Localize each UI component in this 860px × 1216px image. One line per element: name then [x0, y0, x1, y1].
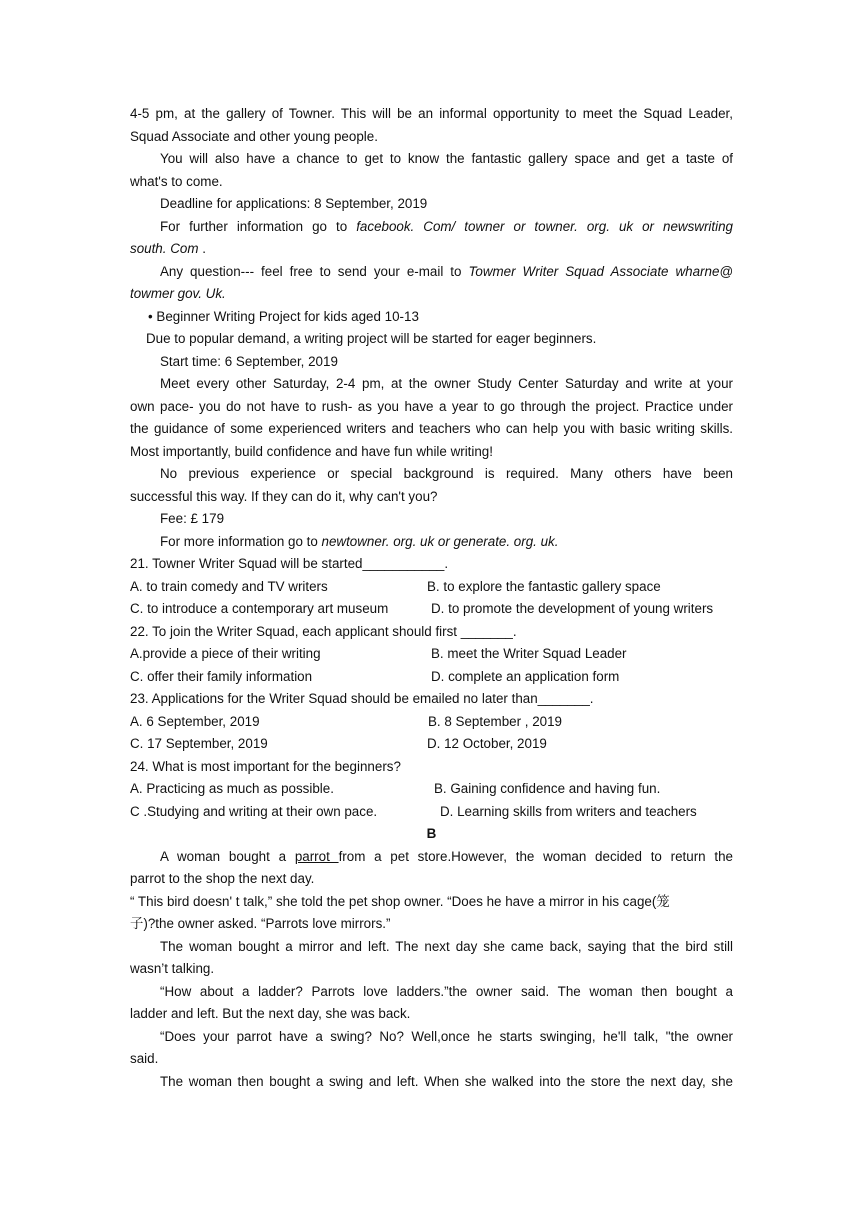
option-d: D. complete an application form [431, 668, 620, 684]
option-b: B. to explore the fantastic gallery space [427, 578, 661, 594]
bullet-heading: • Beginner Writing Project for kids aged 10-13 [148, 308, 419, 324]
option-a: A. Practicing as much as possible. [130, 781, 334, 796]
paragraph-line: 子)?the owner asked. “Parrots love mirrors.” [130, 916, 391, 931]
paragraph-line: The woman then bought a swing and left. When she walked into the store the next day, she [160, 1073, 733, 1089]
option-c: C. 17 September, 2019 [130, 736, 268, 751]
text-segment: from a pet store.However, the woman decided to return the [338, 848, 733, 864]
more-link: newtowner. org. uk or generate. org. uk. [321, 533, 559, 549]
deadline-text: Deadline for applications: 8 September, 2019 [160, 196, 428, 211]
option-a: A. 6 September, 2019 [130, 713, 260, 729]
option-c: C .Studying and writing at their own pace. [130, 803, 378, 819]
question-stem: 21. Towner Writer Squad will be started___________. [130, 556, 449, 571]
info-end: . [198, 241, 206, 256]
underlined-word: parrot [294, 848, 339, 864]
option-d: D. Learning skills from writers and teachers [440, 803, 697, 819]
option-a: A.provide a piece of their writing [130, 646, 321, 661]
paragraph-line: ladder and left. But the next day, she was back. [130, 1006, 411, 1021]
section-heading: B [426, 826, 437, 841]
option-row [130, 576, 733, 598]
paragraph-line: No previous experience or special background is required. Many others have been [160, 466, 733, 481]
option-row [130, 733, 733, 755]
text-segment: A woman bought a [160, 848, 287, 864]
info-line-2 [130, 238, 733, 260]
start-time: Start time: 6 September, 2019 [160, 353, 338, 369]
paragraph-line: successful this way. If they can do it, why can't you? [130, 488, 438, 504]
option-c: C. to introduce a contemporary art museum [130, 601, 389, 616]
option-row [130, 801, 733, 823]
email-address: towmer gov. Uk. [130, 286, 226, 301]
email-address: Towmer Writer Squad Associate wharne@ [468, 263, 733, 279]
paragraph-line: own pace- you do not have to rush- as you have a year to go through the project. Practice under [130, 398, 733, 414]
question-line [130, 261, 733, 283]
option-b: B. 8 September , 2019 [428, 713, 562, 729]
paragraph-line: The woman bought a mirror and left. The next day she came back, saying that the bird still [160, 938, 733, 954]
paragraph-line: the guidance of some experienced writers and teachers who can help you with basic writing skills. [130, 421, 733, 436]
paragraph-line: 4-5 pm, at the gallery of Towner. This will be an informal opportunity to meet the Squad Leader, [130, 106, 733, 121]
paragraph-line: “Does your parrot have a swing? No? Well,once he starts swinging, he'll talk, "the owner [160, 1028, 733, 1044]
option-d: D. 12 October, 2019 [427, 736, 547, 751]
question-stem: 22. To join the Writer Squad, each applicant should first _______. [130, 623, 517, 639]
info-link: facebook. Com/ towner or towner. org. uk or newswriting [356, 218, 733, 234]
more-prefix: For more information go to [160, 533, 318, 549]
fee-text: Fee: £ 179 [160, 511, 225, 526]
option-c: C. offer their family information [130, 668, 313, 684]
option-b: B. Gaining confidence and having fun. [434, 781, 661, 796]
more-info-line [130, 531, 733, 553]
paragraph-line: parrot to the shop the next day. [130, 871, 315, 886]
question-prefix: Any question--- feel free to send your e-mail to [160, 263, 462, 279]
option-row [130, 666, 733, 688]
option-a: A. to train comedy and TV writers [130, 578, 328, 594]
paragraph-line [130, 846, 733, 868]
option-b: B. meet the Writer Squad Leader [431, 646, 627, 661]
paragraph-line: “ This bird doesn' t talk,” she told the pet shop owner. “Does he have a mirror in his cage(笼 [130, 893, 670, 909]
option-d: D. to promote the development of young writers [431, 601, 714, 616]
paragraph-line: wasn’t talking. [130, 961, 215, 976]
paragraph-line: Meet every other Saturday, 2-4 pm, at the owner Study Center Saturday and write at your [160, 376, 733, 391]
question-stem: 23. Applications for the Writer Squad should be emailed no later than_______. [130, 691, 594, 706]
paragraph-line: Squad Associate and other young people. [130, 128, 378, 144]
question-stem: 24. What is most important for the beginners? [130, 758, 401, 774]
question-line-2 [130, 283, 733, 305]
paragraph-line: Most importantly, build confidence and have fun while writing! [130, 443, 493, 459]
option-row [130, 711, 733, 733]
paragraph-line: Due to popular demand, a writing project will be started for eager beginners. [146, 331, 597, 346]
paragraph-line: said. [130, 1051, 159, 1066]
option-row [130, 598, 733, 620]
info-line [130, 216, 733, 238]
paragraph-line: “How about a ladder? Parrots love ladders.”the owner said. The woman then bought a [160, 983, 733, 999]
info-prefix: For further information go to [160, 218, 348, 234]
option-row [130, 643, 733, 665]
info-link: south. Com [130, 241, 199, 256]
paragraph-line: what's to come. [130, 173, 223, 189]
paragraph-line: You will also have a chance to get to know the fantastic gallery space and get a taste of [160, 151, 733, 166]
option-row [130, 778, 733, 800]
